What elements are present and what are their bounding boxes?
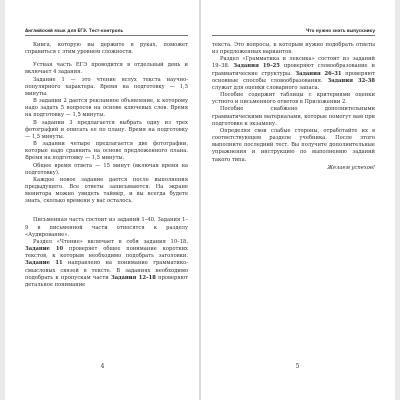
running-head-right: Что нужно знать выпускнику [212, 28, 375, 36]
book-gutter [199, 0, 201, 400]
text-run: Раздел «Грамматика и лексика» состоит из заданий 19–38. [212, 56, 375, 70]
page-number-right: 5 [295, 363, 300, 370]
paragraph-task-2: В задании 2 дается рекламное объявление, к которому надо задать 5 вопросов на основе ключевых слов. Время на подготовку — 1,5 минуты. [25, 98, 188, 119]
text-run: направлено на понимание грамматико-смысловых связей в тексте. В заданиях необходимо подобрать к пропускам части [25, 260, 188, 281]
bold-task-ref: Задания 12–18 [110, 274, 156, 281]
bold-task-ref: Задание 10 [25, 246, 64, 253]
paragraph-written-part: Письменная часть состоит из заданий 1–40. Задания 1–9 в письменной части относятся к разделу «Аудирование». [25, 217, 188, 238]
paragraph-weak-points [212, 128, 375, 164]
paragraph-grammar-materials [212, 106, 375, 127]
text-run: Пособие снабжено дополнительными грамматическими материалами, которые помогут вам при подготовке к экзамену. [212, 106, 375, 127]
paragraph-intro: Книга, которую вы держите в руках, поможет справиться с этим уровнем сложности. [25, 42, 188, 56]
paragraph-task-3: В задании 3 предлагается выбрать одну из трех фотографий и описать ее по плану. Время на подготовку — 1,5 минуты. [25, 119, 188, 140]
running-head-left: Английский язык для ЕГЭ. Тест-контроль [25, 28, 188, 36]
paragraph-grammar-section [212, 56, 375, 92]
text-run: проверяют основные способы словообразования. [212, 70, 375, 84]
paragraph-task-4: В задании четыре предлагается две фотографии, которые надо сравнить на основе предложенного плана. Время на подготовку — 1,5 минуты. [25, 141, 188, 162]
bold-task-ref: Задания 32–38 [327, 77, 375, 84]
paragraph-oral-part: Устная часть ЕГЭ проводится в отдельный день и включает 4 задания. [25, 62, 188, 76]
text-run: Пособие содержит таблицы с критериями оценки устного и письменного ответов в Приложении 2. [212, 92, 375, 106]
bold-task-ref: Задания 19–25 [233, 63, 280, 70]
paragraph-continuation [212, 42, 375, 56]
right-page [200, 0, 395, 400]
paragraph-appendix [212, 92, 375, 106]
book-spread [5, 0, 395, 400]
paragraph-reading-section [25, 239, 188, 289]
paragraph-task-1: Задание 1 — это чтение вслух текста научно-популярного характера. Время на подготовку — 1,5 минуты. [25, 76, 188, 97]
paragraph-recording: Каждое новое задание дается после выполнения предыдущего. Все ответы записываются. На экране монитора можно увидеть таймер, и вы всегда будете знать, сколько времени у вас осталось. [25, 176, 188, 205]
closing-wish: Желаем успехов! [327, 164, 375, 171]
text-run: проверяют детальное понимание [25, 274, 188, 288]
text-run: Определяя свои слабые стороны, отработайте их в соответствующем разделе учебника. После этого выполните последний тест. Вы получите дополнительные упражнения и инструкцию по выполнению заданий такого типа. [212, 127, 375, 163]
text-run: служат для оценки словарного запаса. [212, 84, 320, 91]
paragraph-total-time: Общее время ответа — 15 минут (включая время на подготовку). [25, 162, 188, 176]
text-run: проверяют словообразование и грамматические структуры. [212, 63, 375, 77]
bold-task-ref: Задание 11 [25, 260, 63, 267]
page-number-left: 4 [100, 363, 105, 370]
left-page [5, 0, 200, 400]
text-run: проверяет общее понимание коротких текстов, к которым необходимо подобрать заголовки. [25, 246, 188, 260]
text-run: текста. Это вопросы, к которым нужно подобрать ответы из предложенных вариантов. [212, 42, 375, 56]
text-run: Раздел «Чтение» включает в себя задания 10–18. [33, 238, 188, 245]
bold-task-ref: Задания 26–31 [295, 70, 342, 77]
